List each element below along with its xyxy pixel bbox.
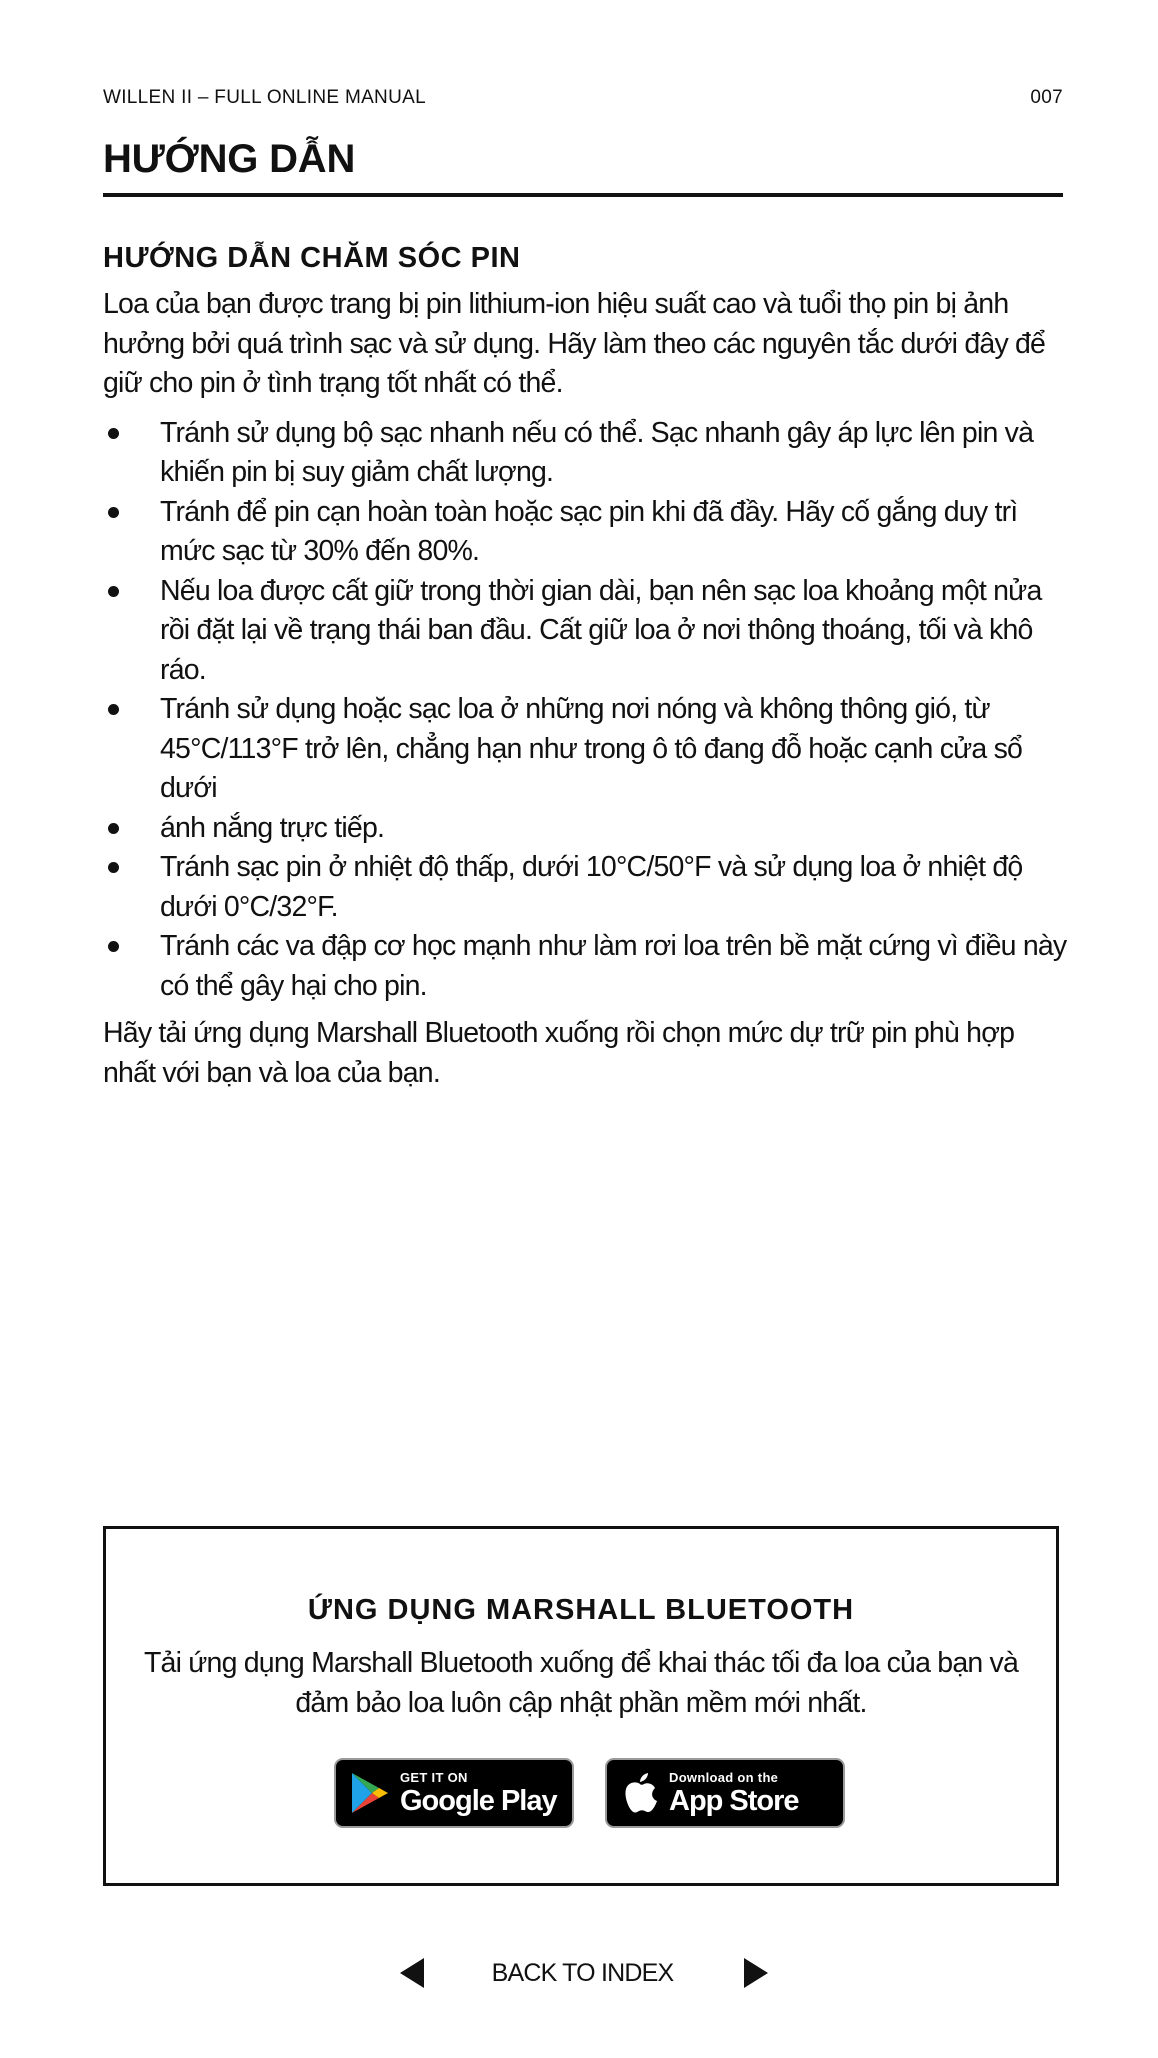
app-box-description: Tải ứng dụng Marshall Bluetooth xuống để khai thác tối đa loa của bạn và đảm bảo loa luôn cập nhật phần mềm mới nhất.: [143, 1647, 1019, 1719]
triangle-left-icon[interactable]: [397, 1956, 427, 1990]
list-item-text: Nếu loa được cất giữ trong thời gian dài, bạn nên sạc loa khoảng một nửa rồi đặt lại về trạng thái ban đầu. Cất giữ loa ở nơi thông thoáng, tối và khô ráo.: [160, 574, 1042, 686]
title-divider: [103, 193, 1063, 197]
triangle-right-icon[interactable]: [741, 1956, 771, 1990]
list-item: [103, 848, 1068, 927]
intro-paragraph: Loa của bạn được trang bị pin lithium-ion hiệu suất cao và tuổi thọ pin bị ảnh hưởng bởi quá trình sạc và sử dụng. Hãy làm theo các nguyên tắc dưới đây để giữ cho pin ở tình trạng tốt nhất có thể.: [103, 288, 1046, 399]
apple-icon: [621, 1771, 659, 1815]
app-store-button[interactable]: [605, 1758, 845, 1828]
section-heading: HƯỚNG DẪN CHĂM SÓC PIN: [103, 242, 521, 274]
app-promo-box: [103, 1526, 1059, 1886]
page-navigation: [0, 1950, 1158, 1990]
list-item-text: Tránh sử dụng hoặc sạc loa ở những nơi nóng và không thông gió, từ 45°C/113°F trở lên, chẳng hạn như trong ô tô đang đỗ hoặc cạnh cửa sổ dưới: [160, 693, 1023, 804]
bullet-icon: [108, 704, 119, 715]
section-content: [103, 285, 1068, 1093]
google-play-small-text: GET IT ON: [400, 1769, 468, 1785]
google-play-button[interactable]: [334, 1758, 574, 1828]
page-number: 007: [1030, 87, 1063, 108]
bullet-icon: [108, 586, 119, 597]
bullet-icon: [108, 428, 119, 439]
google-play-big-text: Google Play: [400, 1784, 557, 1817]
list-item-text: Tránh để pin cạn hoàn toàn hoặc sạc pin khi đã đầy. Hãy cố gắng duy trì mức sạc từ 30% đến 80%.: [160, 495, 1018, 567]
list-item: [103, 690, 1068, 809]
outro-paragraph: Hãy tải ứng dụng Marshall Bluetooth xuống rồi chọn mức dự trữ pin phù hợp nhất với bạn và loa của bạn.: [103, 1017, 1015, 1089]
list-item: [103, 493, 1068, 572]
list-item-text: ánh nắng trực tiếp.: [160, 811, 385, 844]
list-item: [103, 809, 1068, 849]
page-header: [103, 86, 1063, 110]
bullet-icon: [108, 862, 119, 873]
app-store-big-text: App Store: [669, 1784, 799, 1817]
manual-title: WILLEN II – FULL ONLINE MANUAL: [103, 87, 426, 108]
bullet-icon: [108, 507, 119, 518]
list-item: [103, 414, 1068, 493]
bullet-icon: [108, 941, 119, 952]
page-title: HƯỚNG DẪN: [103, 137, 356, 181]
list-item: [103, 927, 1068, 1006]
list-item-text: Tránh sạc pin ở nhiệt độ thấp, dưới 10°C/50°F và sử dụng loa ở nhiệt độ dưới 0°C/32°F.: [160, 851, 1023, 923]
google-play-icon: [350, 1771, 390, 1815]
back-to-index-link[interactable]: BACK TO INDEX: [491, 1959, 674, 1987]
app-store-small-text: Download on the: [669, 1769, 779, 1785]
app-box-title: ỨNG DỤNG MARSHALL BLUETOOTH: [307, 1594, 855, 1626]
battery-tips-list: [103, 414, 1068, 1007]
list-item: [103, 572, 1068, 691]
list-item-text: Tránh các va đập cơ học mạnh như làm rơi loa trên bề mặt cứng vì điều này có thể gây hại cho pin.: [160, 930, 1067, 1002]
bullet-icon: [108, 823, 119, 834]
list-item-text: Tránh sử dụng bộ sạc nhanh nếu có thể. Sạc nhanh gây áp lực lên pin và khiến pin bị suy giảm chất lượng.: [160, 416, 1034, 488]
